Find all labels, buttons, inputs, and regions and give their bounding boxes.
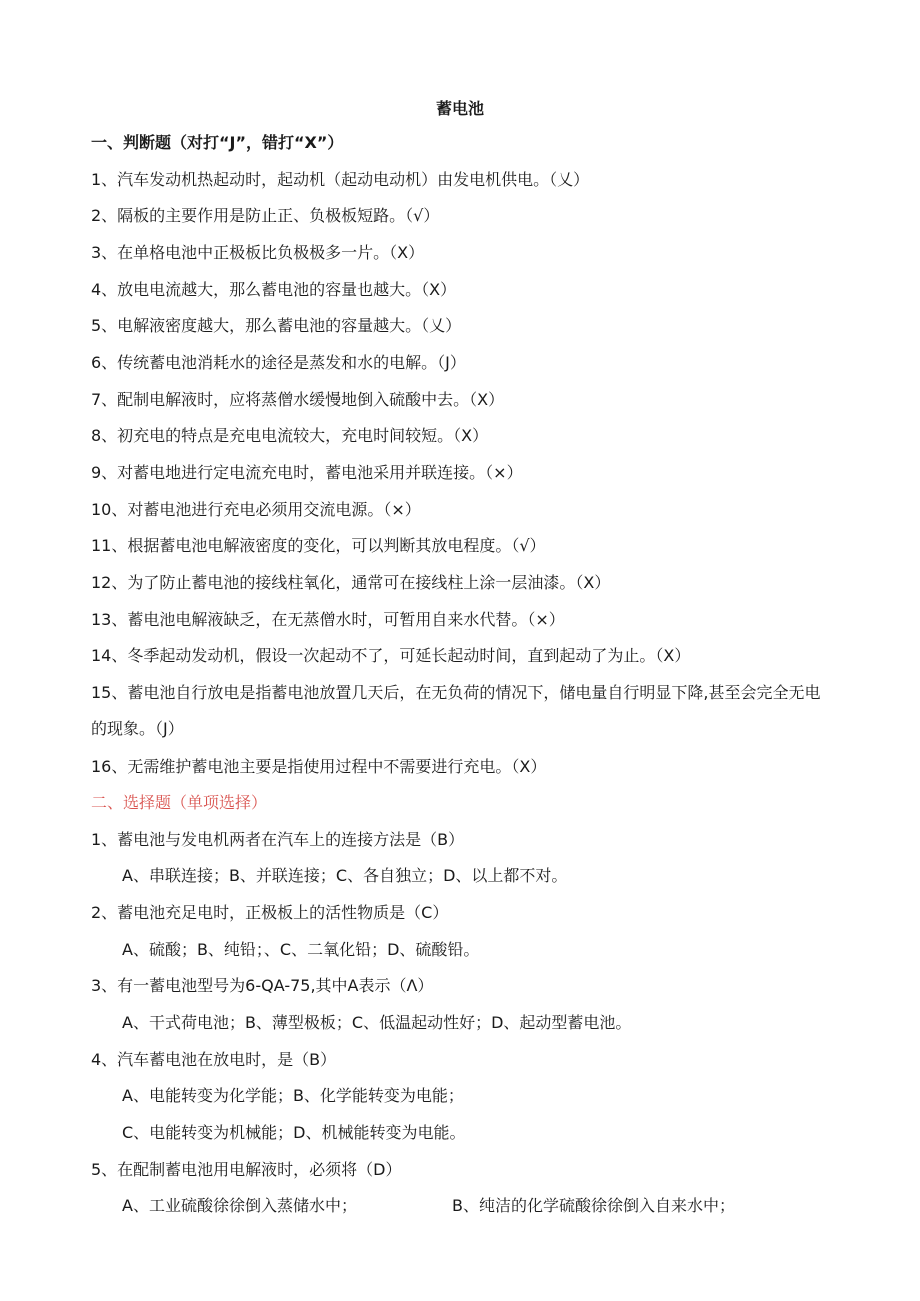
choice-options: A、干式荷电池；B、薄型极板；C、低温起动性好；D、起动型蓄电池。 (122, 1013, 632, 1032)
question-item: 13、蓄电池电解液缺乏，在无蒸僧水时，可暂用自来水代替。（×） (91, 610, 565, 629)
document-title: 蓄电池 (435, 99, 484, 118)
question-item: 15、蓄电池自行放电是指蓄电池放置几天后，在无负荷的情况下，储电量自行明显下降,甚至会完全无电的现象。（J） (91, 683, 821, 738)
question-item: 7、配制电解液时，应将蒸僧水缓慢地倒入硫酸中去。（X） (91, 390, 505, 409)
choice-option-b: B、纯洁的化学硫酸徐徐倒入自来水中； (452, 1196, 735, 1215)
choice-question: 4、汽车蓄电池在放电时，是（B） (91, 1050, 337, 1069)
question-item: 6、传统蓄电池消耗水的途径是蒸发和水的电解。（J） (91, 353, 466, 372)
choice-option-a: A、工业硫酸徐徐倒入蒸储水中； (122, 1196, 357, 1215)
choice-options: A、串联连接；B、并联连接；C、各自独立；D、以上都不对。 (122, 866, 568, 885)
choice-options-row (122, 1195, 862, 1217)
choice-question: 5、在配制蓄电池用电解液时，必须将（D） (91, 1160, 402, 1179)
choice-options: A、电能转变为化学能；B、化学能转变为电能； (122, 1086, 464, 1105)
section-heading-multiple-choice: 二、选择题（单项选择） (91, 793, 268, 812)
question-item: 12、为了防止蓄电池的接线柱氧化，通常可在接线柱上涂一层油漆。（X） (91, 573, 611, 592)
question-item: 2、隔板的主要作用是防止正、负极板短路。（√） (91, 206, 440, 225)
section-heading-true-false: 一、判断题（对打“J”，错打“X”） (91, 133, 344, 152)
question-item: 3、在单格电池中正极板比负极极多一片。（X） (91, 243, 425, 262)
choice-question: 1、蓄电池与发电机两者在汽车上的连接方法是（B） (91, 830, 465, 849)
question-item: 8、初充电的特点是充电电流较大，充电时间较短。（X） (91, 426, 489, 445)
question-item: 11、根据蓄电池电解液密度的变化，可以判断其放电程度。（√） (91, 536, 546, 555)
question-item: 10、对蓄电池进行充电必须用交流电源。（×） (91, 500, 421, 519)
choice-options: C、电能转变为机械能；D、机械能转变为电能。 (122, 1123, 466, 1142)
question-item: 9、对蓄电地进行定电流充电时，蓄电池采用并联连接。（×） (91, 463, 523, 482)
question-item: 4、放电电流越大，那么蓄电池的容量也越大。（X） (91, 280, 457, 299)
choice-question: 3、有一蓄电池型号为6-QA-75,其中A表示（Λ） (91, 976, 434, 995)
question-item: 1、汽车发动机热起动时，起动机（起动电动机）由发电机供电。（乂） (91, 170, 590, 189)
choice-question: 2、蓄电池充足电时，正极板上的活性物质是（C） (91, 903, 449, 922)
choice-options: A、硫酸；B、纯铅；、C、二氧化铅；D、硫酸铅。 (122, 940, 480, 959)
question-item: 16、无需维护蓄电池主要是指使用过程中不需要进行充电。（X） (91, 757, 547, 776)
question-item: 14、冬季起动发动机，假设一次起动不了，可延长起动时间，直到起动了为止。（X） (91, 646, 691, 665)
question-item: 5、电解液密度越大，那么蓄电池的容量越大。（乂） (91, 316, 462, 335)
